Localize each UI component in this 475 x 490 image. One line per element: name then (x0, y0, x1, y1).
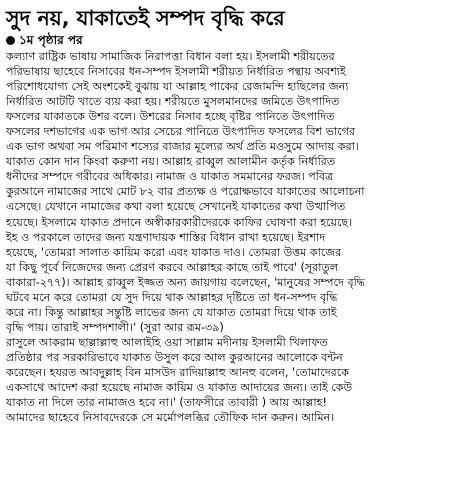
article-body-line: পরিভাষায় ছাহেবে নিসাবের ধন-সম্পদ ইসলামী শরীয়ত নির্ধারিত পন্থায় অবশ্যই (6, 65, 346, 79)
continued-from-text: ১ম পৃষ্ঠার পর (19, 33, 83, 47)
article-body-line: ঘটবে মনে করে তোমরা যে সুদ দিয়ে থাক আল্লাহর দৃষ্টিতে তা ধন-সম্পদ বৃদ্ধি (6, 290, 338, 304)
article-body-line: বৃদ্ধি পায়। তারাই সম্পদশালী।' (সুরা আর রূম-৩৯) (6, 320, 224, 334)
article-body-line: কল্যাণ রাষ্ট্রিক ভাষায় সামাজিক নিরাপত্তা বিধান বলা হয়। ইসলামী শরীয়তের (6, 50, 335, 63)
article-body-line: ইহ ও পরকালে তাদের জন্য যন্ত্রণাদায়ক শাস্তির বিধান রাখা হয়েছে। ইরশাদ (6, 230, 326, 244)
article-body-line: হয়েছে। ইসলামে যাকাত প্রদানে অস্বীকারকারীদেরকে কাফির ঘোষণা করা হয়েছে। (6, 215, 353, 229)
article-body-line: এক ভাগ অথবা সম পরিমাণ শস্যের বাজার মূল্যের অর্থ প্রতি মওসুমে আদায় করা। (6, 140, 359, 154)
article-body-line: এসেছে। যেখানে নামাজের কথা বলা হয়েছে সেখানেই যাকাতের কথা উত্থাপিত (6, 200, 346, 214)
article-body-line: পরিশোধযোগ্য সেই অংশকেই বুঝায় যা আল্লাহ পাকের রেজামন্দি হাছিলের জন্য (6, 80, 349, 94)
article-body-line: ফসলের দশভাগের এক ভাগ আর সেচের পানিতে উৎপাদিত ফসলের বিশ ভাগের (6, 125, 356, 139)
article-body-line: রাসুলে আকরাম ছাল্লাল্লাহু আলাইহি ওয়া সাল্লাম মদীনায় ইসলামী খিলাফত (6, 335, 328, 349)
article-body-line: বাকারা-২৭৭)। আল্লাহ রাব্বুল ইজ্জত অন্য জায়গায় বলেছেন, 'মানুষের সম্পদে বৃদ্ধি (6, 275, 365, 289)
article-body-line: ধনীদের সম্পদে গরীবের অধিকার। নামাজ ও যাকাত সমমানের ফরজ। পবিত্র (6, 170, 334, 184)
article-body-line: করেছেন। হযরত আবদুল্লাহ বিন মাসউদ রাদিয়াল্লাহু আনহু বলেন, 'তোমাদেরকে (6, 365, 350, 379)
article-body-line: ফসলের যাকাতকে উশর বলে। উশরের নিসাব হচ্ছে বৃষ্টির পানিতে উৎপাদিত (6, 110, 335, 124)
article-body-line: আমাদের ছাহেবে নিসাবদেরকে সে মর্মোপলব্ধির তৌফিক দান করুন। আমিন। (6, 411, 335, 425)
article-body-line: করে না। কিন্তু আল্লাহর সন্তুষ্টি লাভের জন্য যে যাকাত তোমরা দিয়ে থাক তাই (6, 305, 337, 319)
article-body-line: নির্ধারিত আটটি খাতে ব্যয় করা হয়। শরীয়তে মুসলমানদের জমিতে উৎপাদিত (6, 95, 340, 109)
article-body-line: যাকাত কোন দান কিংবা করুণা নয়। আল্লাহ রাব্বুল আলামীন কর্তৃক নির্ধারিত (6, 155, 336, 169)
article-body-line: প্রতিষ্ঠার পর সরকারিভাবে যাকাত উসুল করে আল কুরআনের আলোকে বন্টন (6, 350, 343, 364)
article-body (6, 49, 469, 425)
continued-from-label (6, 32, 469, 48)
bullet-icon (6, 36, 15, 45)
article-body-line: কুরআনে নামাজের সাথে মোট ৮২ বার প্রত্যক্ষ ও পরোক্ষভাবে যাকাতের আলোচনা (6, 185, 365, 199)
article-body-line: যা কিছু পূর্বে নিজেদের জন্য প্রেরণ করবে আল্লাহর কাছে তাই পাবে' (সূরাতুল (6, 260, 339, 274)
article-headline: সুদ নয়, যাকাতেই সম্পদ বৃদ্ধি করে (6, 6, 285, 30)
article-body-line: হয়েছে, 'তোমরা সালাত কায়িম করো এবং যাকাত দাও। তোমরা উত্তম কাজের (6, 245, 342, 259)
article-body-line: একসাথে আদেশ করা হয়েছে নামাজ কায়িম ও যাকাত আদায়ের জন্য। তাই কেউ (6, 381, 353, 395)
article-body-line: যাকাত না দিলে তার নামাজও হবে না।' (তাফসীরে তাবারী ) আয় আল্লাহ! (6, 396, 327, 410)
